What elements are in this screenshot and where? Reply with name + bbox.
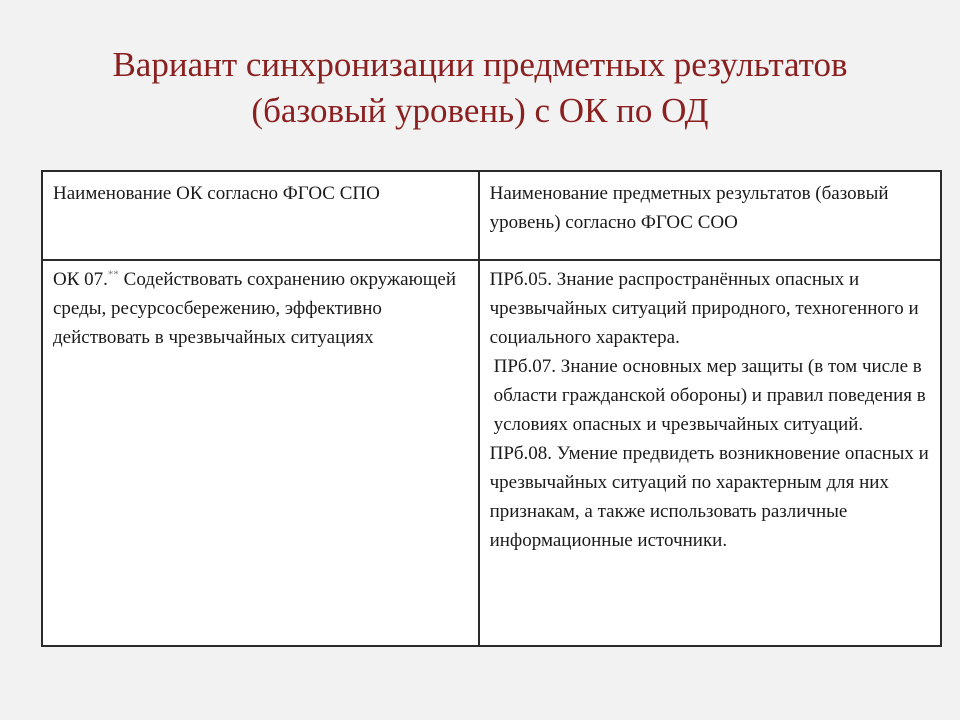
ok-description: Содействовать сохранению окружающей среды, ресурсосбережению, эффективно действовать в чрезвычайных ситуациях: [53, 269, 456, 348]
ok-footnote-mark: **: [107, 268, 119, 281]
table-row: [42, 260, 941, 646]
sync-table: [41, 170, 942, 647]
slide-title: [0, 42, 960, 134]
header-ok-name: Наименование ОК согласно ФГОС СПО: [42, 171, 479, 260]
ok-code: ОК 07.: [53, 269, 108, 290]
header-subject-results: Наименование предметных результатов (базовый уровень) согласно ФГОС СОО: [479, 171, 941, 260]
result-item-prb07: ПРб.07. Знание основных мер защиты (в том числе в области гражданской обороны) и правил поведения в условиях опасных и чрезвычайных ситуаций.: [493, 356, 926, 435]
ok-cell: [42, 260, 479, 646]
slide-title-line-2: (базовый уровень) с ОК по ОД: [251, 91, 709, 130]
result-item-prb05: ПРб.05. Знание распространённых опасных и чрезвычайных ситуаций природного, техногенного и социального характера.: [489, 269, 919, 348]
result-item-prb08: ПРб.08. Умение предвидеть возникновение опасных и чрезвычайных ситуаций по характерным для них признакам, а также использовать различные информационные источники.: [489, 443, 929, 551]
table-header-row: [42, 171, 941, 260]
results-cell: [479, 260, 941, 646]
slide-title-line-1: Вариант синхронизации предметных результатов: [112, 45, 848, 84]
